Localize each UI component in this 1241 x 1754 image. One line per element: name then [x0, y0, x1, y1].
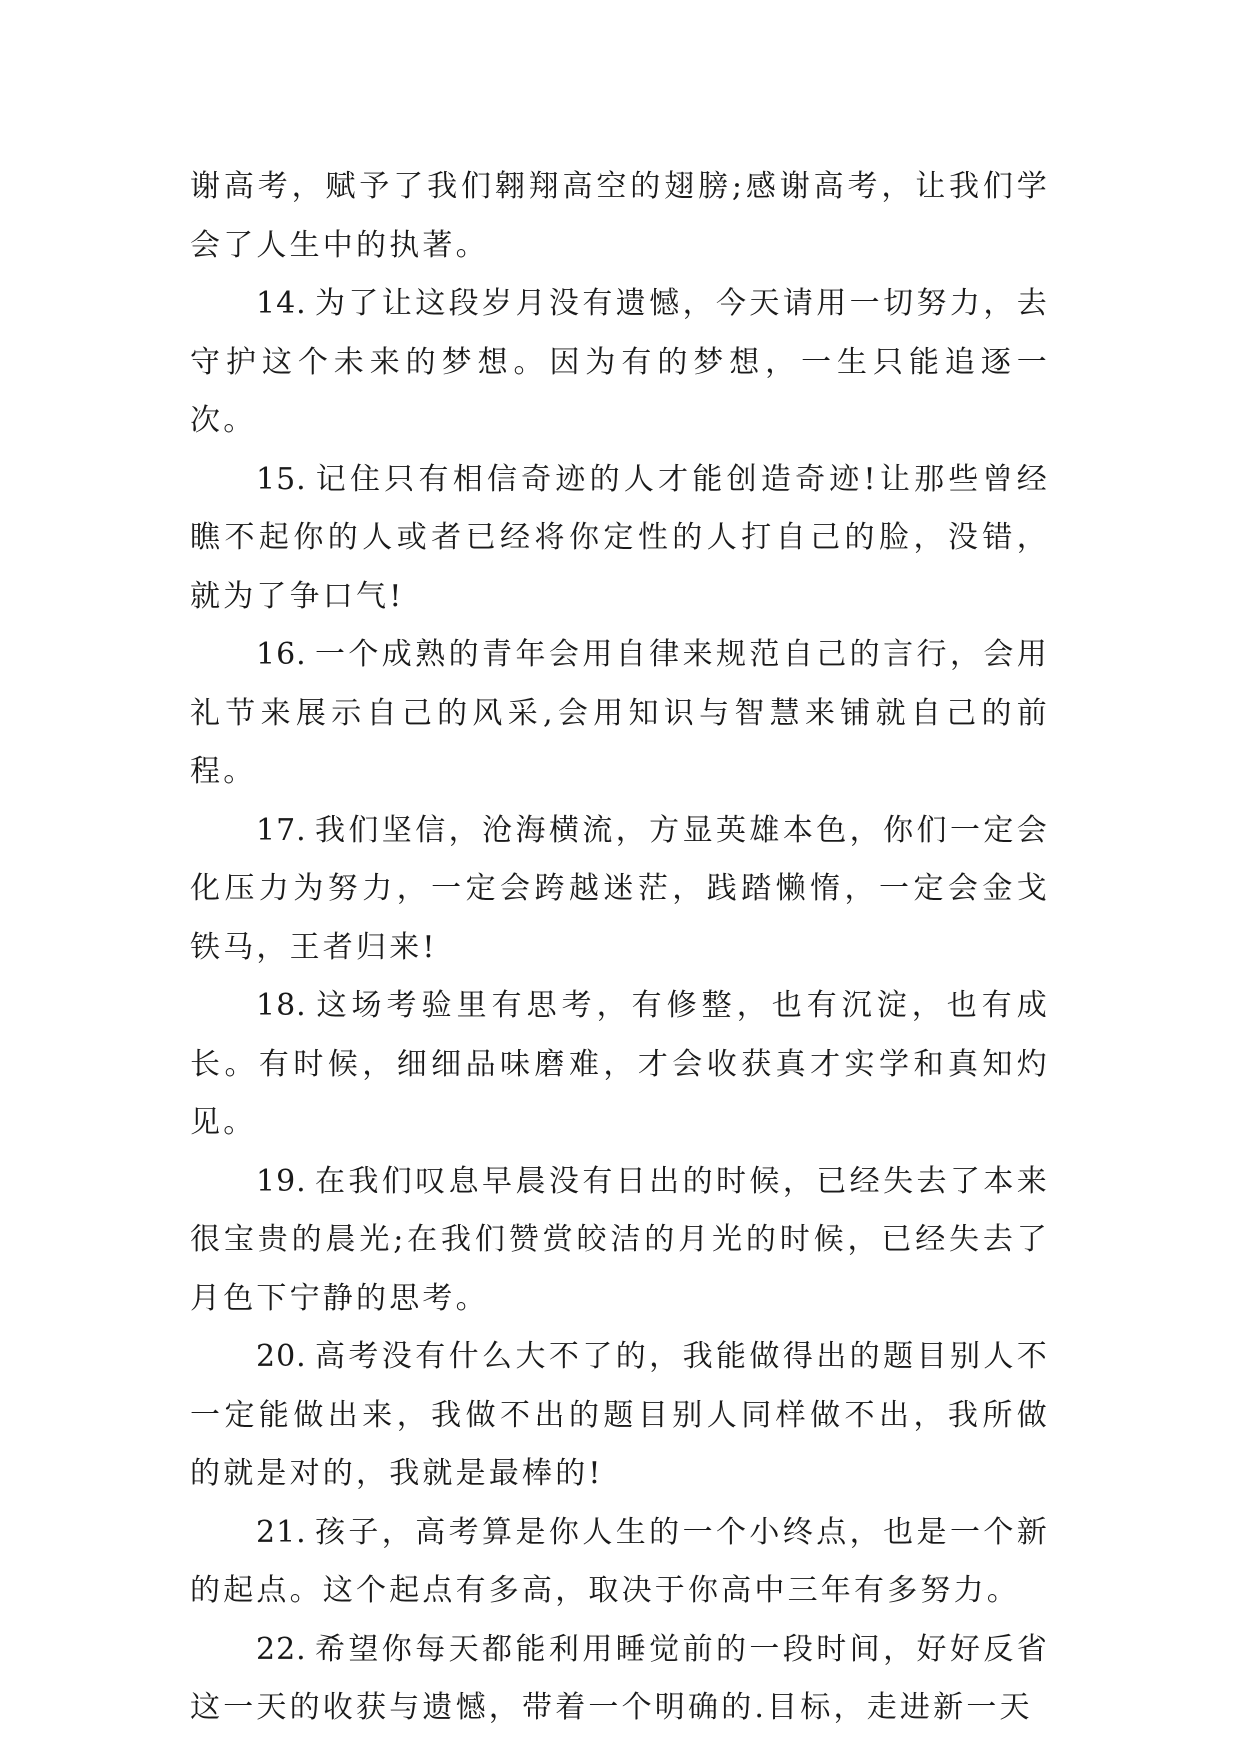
paragraph-19	[190, 1153, 1050, 1329]
paragraph-22	[190, 1621, 1050, 1738]
paragraph-text: 记住只有相信奇迹的人才能创造奇迹!让那些曾经瞧不起你的人或者已经将你定性的人打自己的脸，没错，就为了争口气!	[190, 461, 1050, 614]
paragraph-17	[190, 802, 1050, 978]
paragraph-text: 我们坚信，沧海横流，方显英雄本色，你们一定会化压力为努力，一定会跨越迷茫，践踏懒惰，一定会金戈铁马，王者归来!	[190, 812, 1050, 965]
paragraph-16	[190, 626, 1050, 802]
paragraph-text: 谢高考，赋予了我们翱翔高空的翅膀;感谢高考，让我们学会了人生中的执著。	[190, 169, 1050, 263]
paragraph-20	[190, 1328, 1050, 1504]
paragraph-18	[190, 977, 1050, 1153]
paragraph-number: 21.	[256, 1514, 307, 1550]
paragraph-continuation	[190, 158, 1050, 275]
paragraph-number: 18.	[256, 988, 307, 1023]
paragraph-15	[190, 451, 1050, 627]
paragraph-text: 孩子，高考算是你人生的一个小终点，也是一个新的起点。这个起点有多高，取决于你高中三年有多努力。	[190, 1514, 1050, 1608]
paragraph-number: 17.	[256, 812, 307, 848]
paragraph-text: 这场考验里有思考，有修整，也有沉淀，也有成长。有时候，细细品味磨难，才会收获真才实学和真知灼见。	[190, 988, 1050, 1140]
paragraph-text: 在我们叹息早晨没有日出的时候，已经失去了本来很宝贵的晨光;在我们赞赏皎洁的月光的时候，已经失去了月色下宁静的思考。	[190, 1163, 1050, 1316]
document-body	[190, 158, 1050, 1738]
paragraph-number: 22.	[256, 1631, 307, 1667]
paragraph-21	[190, 1504, 1050, 1621]
paragraph-number: 15.	[256, 461, 307, 497]
paragraph-text: 高考没有什么大不了的，我能做得出的题目别人不一定能做出来，我做不出的题目别人同样做不出，我所做的就是对的，我就是最棒的!	[190, 1339, 1050, 1491]
paragraph-text: 一个成熟的青年会用自律来规范自己的言行，会用礼节来展示自己的风采,会用知识与智慧来铺就自己的前程。	[190, 637, 1050, 789]
paragraph-number: 16.	[256, 637, 307, 672]
paragraph-number: 19.	[256, 1163, 307, 1199]
paragraph-text: 希望你每天都能利用睡觉前的一段时间，好好反省这一天的收获与遗憾，带着一个明确的.目标，走进新一天	[190, 1631, 1050, 1725]
paragraph-number: 20.	[256, 1339, 307, 1374]
paragraph-14	[190, 275, 1050, 451]
paragraph-text: 为了让这段岁月没有遗憾，今天请用一切努力，去守护这个未来的梦想。因为有的梦想，一生只能追逐一次。	[190, 286, 1050, 438]
paragraph-number: 14.	[256, 286, 307, 321]
